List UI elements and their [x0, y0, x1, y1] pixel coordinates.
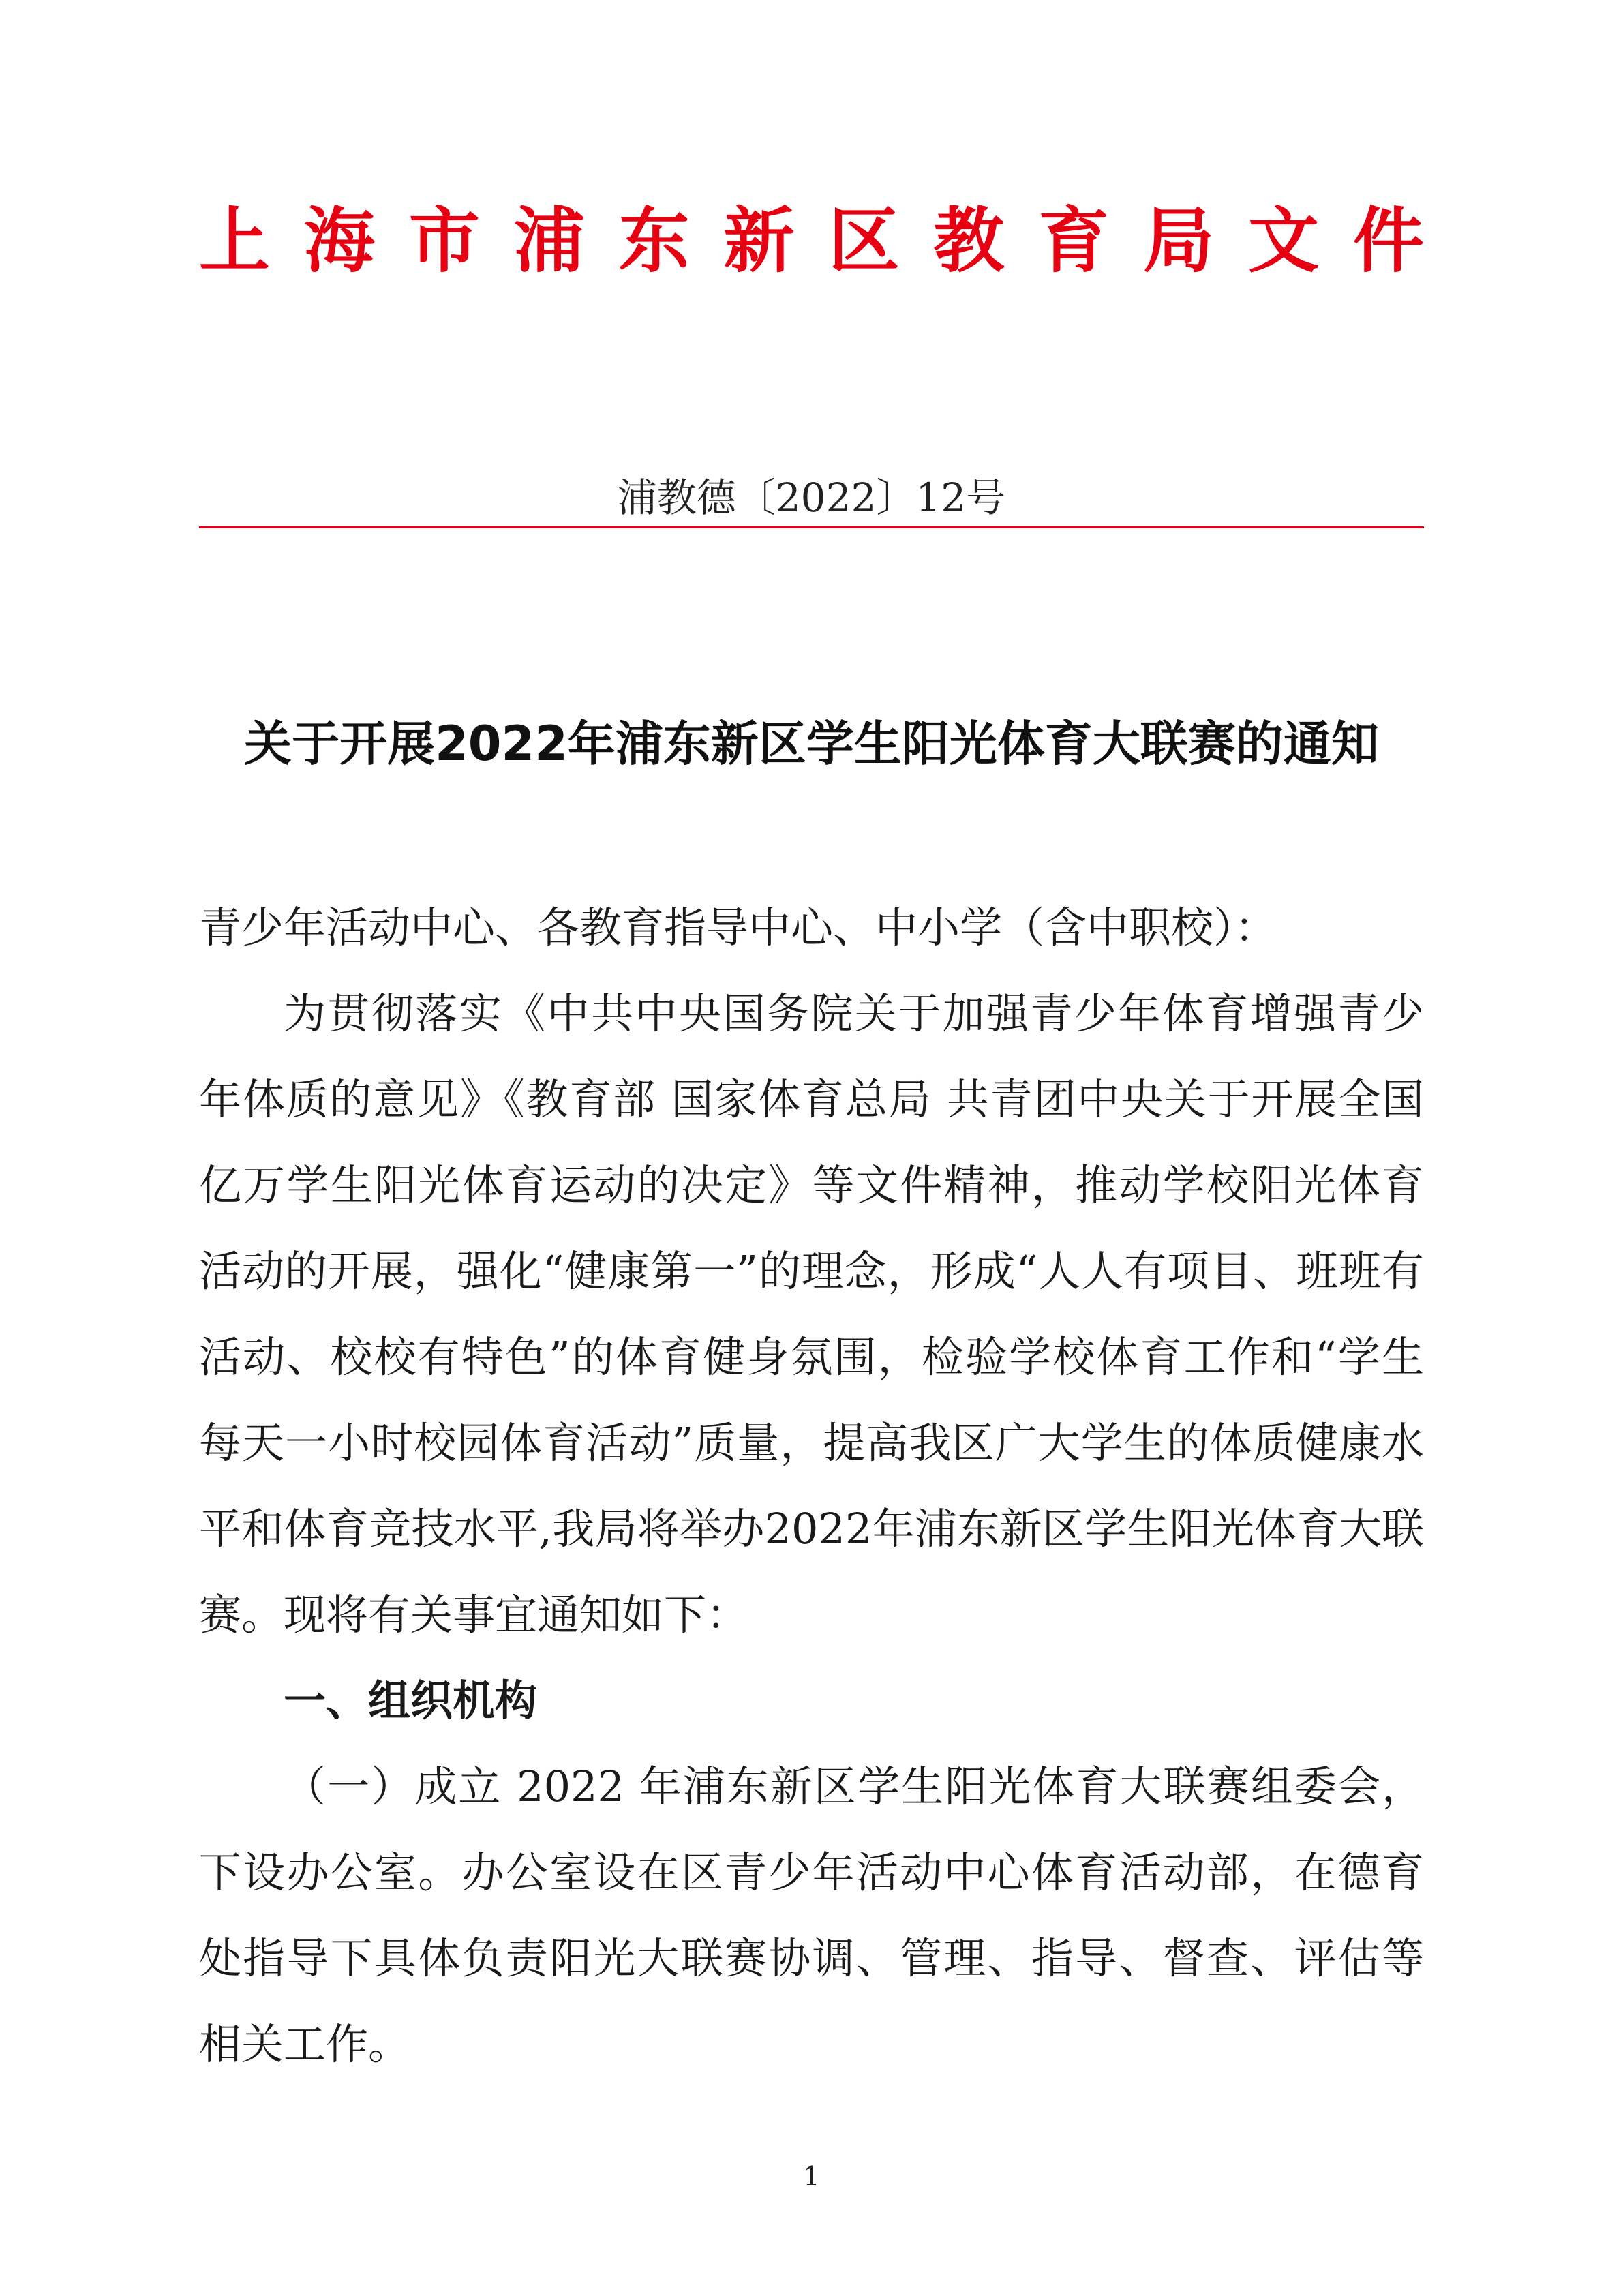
red-separator-line — [199, 526, 1424, 528]
masthead-char: 教 — [933, 198, 1005, 282]
organization-paragraph: （一）成立 2022 年浦东新区学生阳光体育大联赛组委会，下设办公室。办公室设在区青少年活动中心体育活动部，在德育处指导下具体负责阳光大联赛协调、管理、指导、督查、评估等相关工作。 — [199, 1762, 1424, 2069]
masthead-char: 浦 — [513, 198, 585, 282]
document-number: 浦教德〔2022〕12号 — [617, 474, 1006, 521]
masthead-char: 区 — [828, 198, 900, 282]
masthead-char: 件 — [1352, 198, 1424, 282]
intro-paragraph: 为贯彻落实《中共中央国务院关于加强青少年体育增强青少年体质的意见》《教育部 国家体育总局 共青团中央关于开展全国亿万学生阳光体育运动的决定》等文件精神，推动学校阳光体育活动的开展，强化“健康第一”的理念，形成“人人有项目、班班有活动、校校有特色”的体育健身氛围，检验学校体育工作和“学生每天一小时校园体育活动”质量，提高我区广大学生的体质健康水平和体育竞技水平,我局将举办2022年浦东新区学生阳光体育大联赛。现将有关事宜通知如下： — [199, 988, 1424, 1640]
notice-title: 关于开展2022年浦东新区学生阳光体育大联赛的通知 — [244, 716, 1379, 772]
document-body — [199, 885, 1424, 2087]
section-heading-organization: 一、组织机构 — [284, 1676, 538, 1725]
masthead-char: 育 — [1038, 198, 1110, 282]
recipients-line: 青少年活动中心、各教育指导中心、中小学（含中职校）： — [199, 903, 1277, 952]
masthead-char: 海 — [303, 198, 375, 282]
document-masthead — [199, 183, 1424, 299]
page-number: 1 — [803, 2161, 820, 2191]
masthead-char: 局 — [1143, 198, 1215, 282]
masthead-char: 新 — [723, 198, 795, 282]
masthead-char: 市 — [408, 198, 480, 282]
masthead-char: 文 — [1248, 198, 1320, 282]
masthead-char: 东 — [618, 198, 690, 282]
masthead-char: 上 — [199, 198, 271, 282]
